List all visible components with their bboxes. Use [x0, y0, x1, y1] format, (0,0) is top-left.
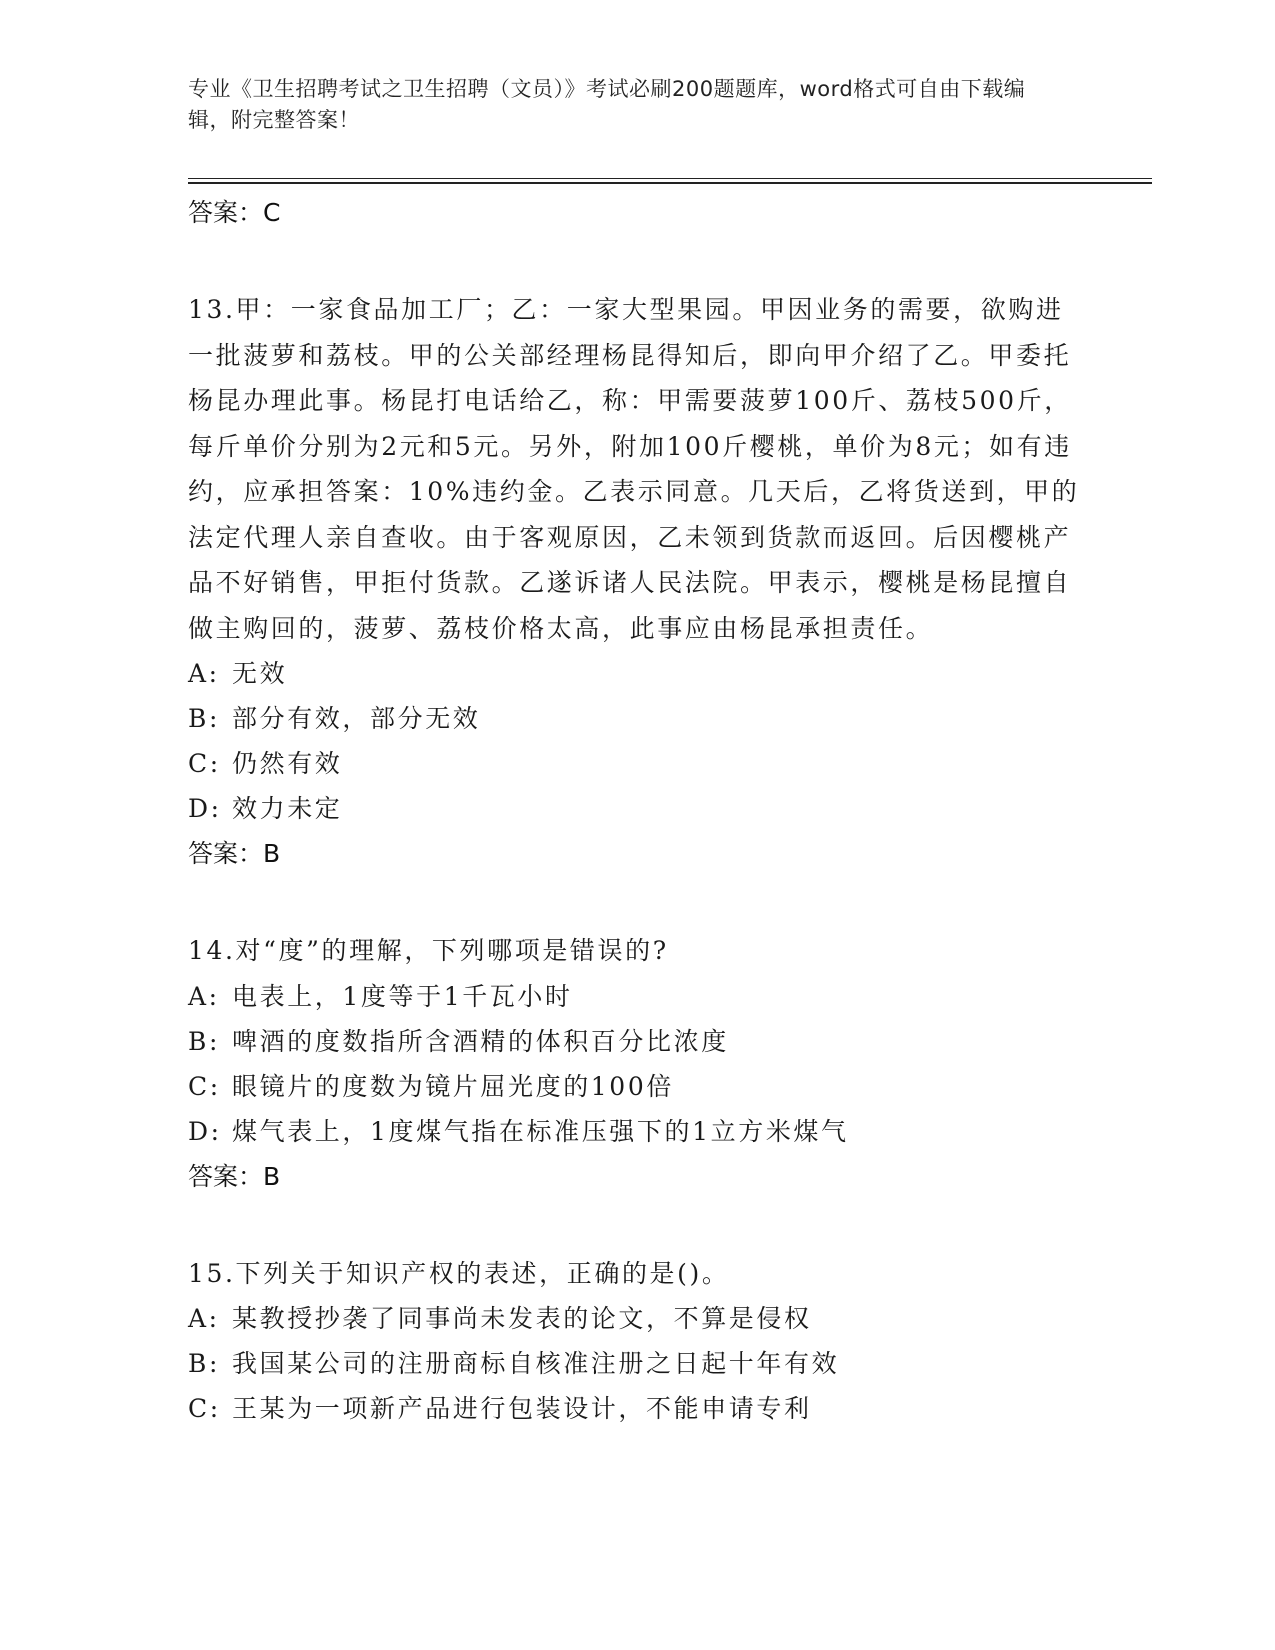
header-divider-thin: [188, 178, 1152, 179]
option-key: A:: [188, 981, 220, 1011]
option-b: [188, 1341, 1088, 1386]
option-a: [188, 974, 1088, 1019]
option-key: C:: [188, 749, 221, 778]
option-a: [188, 1296, 1088, 1341]
document-body: [188, 190, 1088, 1431]
option-text: 仍然有效: [232, 749, 343, 778]
option-b: [188, 1019, 1088, 1064]
question-block: [188, 287, 1088, 876]
option-d: [188, 1109, 1088, 1154]
question-text: 15.下列关于知识产权的表述，正确的是()。: [188, 1258, 730, 1288]
question-block: [188, 928, 1088, 1199]
option-key: A:: [188, 659, 220, 688]
option-key: C:: [188, 1394, 221, 1423]
option-key: B:: [188, 1349, 220, 1378]
option-key: D:: [188, 1116, 222, 1146]
header-divider-thick: [188, 182, 1152, 184]
answer-line: 答案：B: [188, 1161, 281, 1191]
answer-line: 答案：C: [188, 198, 281, 227]
option-text: 电表上，1度等于1千瓦小时: [232, 981, 573, 1011]
option-text: 效力未定: [232, 794, 343, 823]
option-text: 某教授抄袭了同事尚未发表的论文，不算是侵权: [232, 1304, 812, 1333]
option-text: 部分有效，部分无效: [232, 704, 481, 733]
question-block: [188, 1251, 1088, 1432]
page-header-text: 专业《卫生招聘考试之卫生招聘（文员）》考试必刷200题题库，word格式可自由下载编辑，附完整答案！: [188, 77, 1026, 132]
option-c: [188, 1064, 1088, 1109]
option-key: D:: [188, 794, 222, 823]
option-key: B:: [188, 704, 220, 733]
answer-line: 答案：B: [188, 839, 281, 868]
question-text: 14.对“度”的理解，下列哪项是错误的?: [188, 936, 669, 965]
option-key: A:: [188, 1304, 220, 1333]
option-key: C:: [188, 1071, 221, 1101]
option-b: [188, 696, 1088, 741]
option-text: 无效: [232, 659, 288, 688]
option-text: 眼镜片的度数为镜片屈光度的100倍: [232, 1071, 674, 1101]
option-text: 我国某公司的注册商标自核准注册之日起十年有效: [232, 1349, 840, 1378]
option-key: B:: [188, 1026, 220, 1056]
option-text: 啤酒的度数指所含酒精的体积百分比浓度: [232, 1026, 729, 1056]
option-text: 王某为一项新产品进行包装设计，不能申请专利: [232, 1394, 812, 1423]
question-text: 13.甲：一家食品加工厂；乙：一家大型果园。甲因业务的需要，欲购进一批菠萝和荔枝。甲的公关部经理杨昆得知后，即向甲介绍了乙。甲委托杨昆办理此事。杨昆打电话给乙，称：甲需要菠萝100斤、荔枝500斤，每斤单价分别为2元和5元。另外，附加100斤樱桃，单价为8元；如有违约，应承担答案：10%违约金。乙表示同意。几天后，乙将货送到，甲的法定代理人亲自查收。由于客观原因，乙未领到货款而返回。后因樱桃产品不好销售，甲拒付货款。乙遂诉诸人民法院。甲表示，樱桃是杨昆擅自做主购回的，菠萝、荔枝价格太高，此事应由杨昆承担责任。: [188, 295, 1080, 643]
option-d: [188, 786, 1088, 831]
option-c: [188, 1386, 1088, 1431]
option-c: [188, 741, 1088, 786]
option-text: 煤气表上，1度煤气指在标准压强下的1立方米煤气: [232, 1116, 849, 1146]
option-a: [188, 651, 1088, 696]
